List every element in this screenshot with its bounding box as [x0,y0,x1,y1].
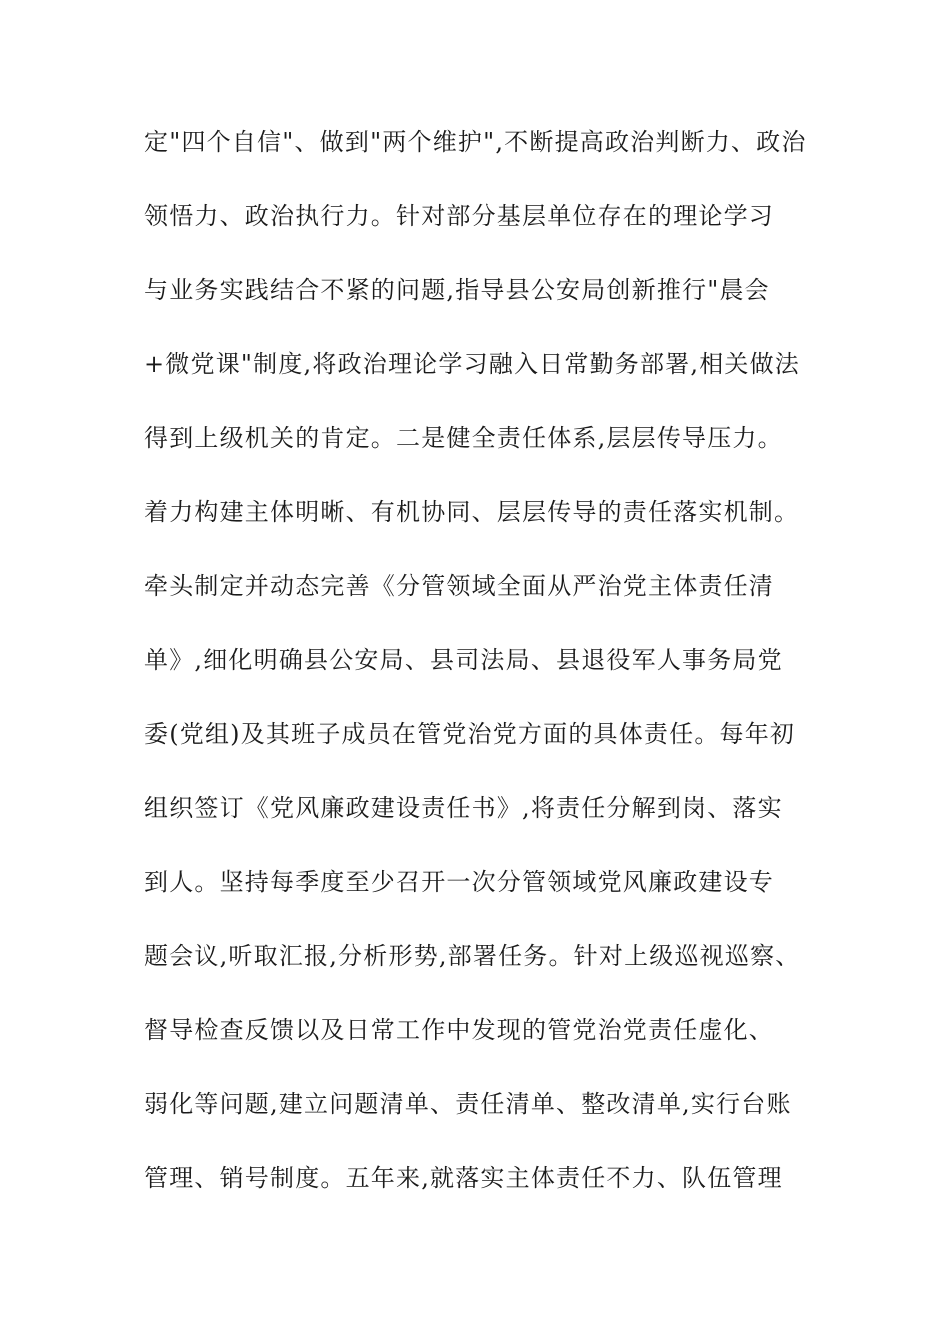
text-line: +微党课"制度,将政治理论学习融入日常勤务部署,相关做法 [144,350,801,378]
text-line: 定"四个自信"、做到"两个维护",不断提高政治判断力、政治 [144,128,807,156]
text-line: 到人。坚持每季度至少召开一次分管领域党风廉政建设专 [144,868,774,896]
text-line: 得到上级机关的肯定。二是健全责任体系,层层传导压力。 [144,424,783,452]
text-line: 弱化等问题,建立问题清单、责任清单、整改清单,实行台账 [144,1090,792,1118]
text-line: 领悟力、政治执行力。针对部分基层单位存在的理论学习 [144,202,774,230]
text-line: 组织签订《党风廉政建设责任书》,将责任分解到岗、落实 [144,794,783,822]
text-line: 着力构建主体明晰、有机协同、层层传导的责任落实机制。 [144,498,800,526]
text-line: 委(党组)及其班子成员在管党治党方面的具体责任。每年初 [144,720,796,748]
text-line: 督导检查反馈以及日常工作中发现的管党治党责任虚化、 [144,1016,774,1044]
text-line: 管理、销号制度。五年来,就落实主体责任不力、队伍管理 [144,1164,783,1192]
text-line: 题会议,听取汇报,分析形势,部署任务。针对上级巡视巡察、 [144,942,801,970]
text-line: 单》,细化明确县公安局、县司法局、县退役军人事务局党 [144,646,783,674]
body-text [144,120,824,1230]
text-line: 牵头制定并动态完善《分管领域全面从严治党主体责任清 [144,572,774,600]
text-line: 与业务实践结合不紧的问题,指导县公安局创新推行"晨会 [144,276,770,304]
